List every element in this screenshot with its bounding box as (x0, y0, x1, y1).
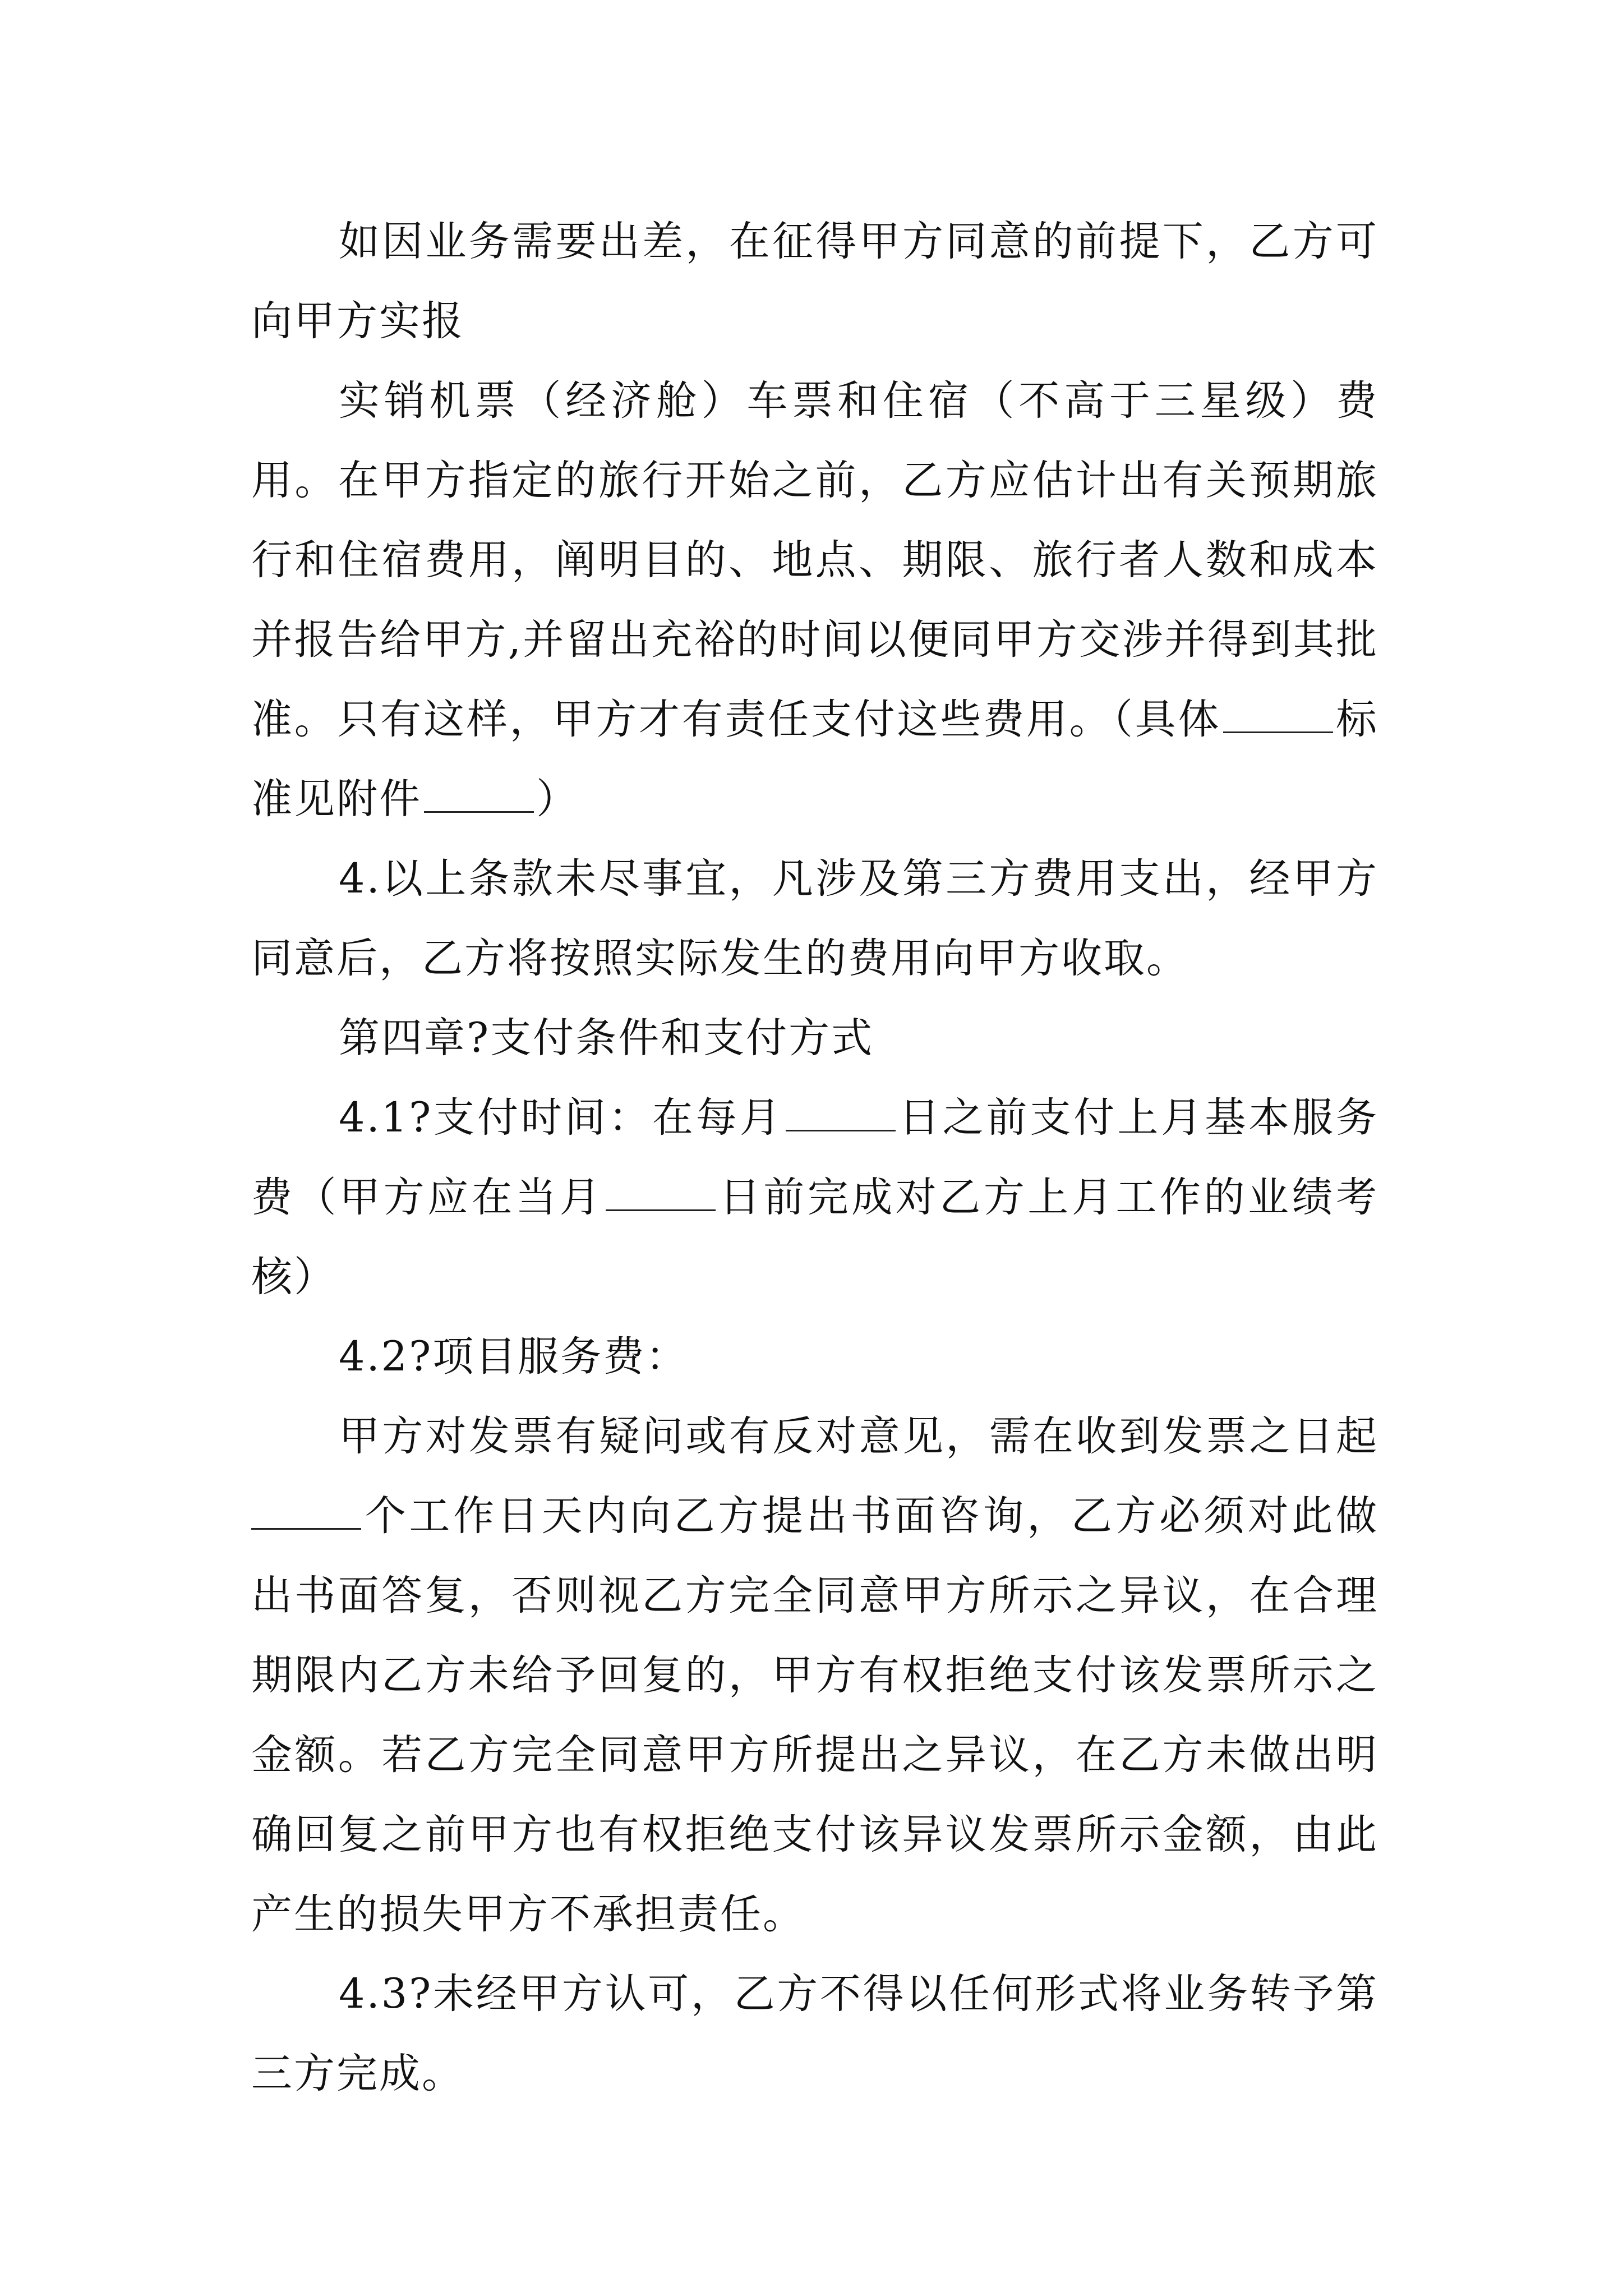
paragraph-text: ） (536, 775, 579, 823)
paragraph-text: 如因业务需要出差，在征得甲方同意的前提下，乙方可向甲方实报 (251, 218, 1378, 345)
fill-in-blank (251, 1494, 361, 1530)
fill-in-blank (606, 1176, 716, 1211)
paragraph-text: 个工作日天内向乙方提出书面咨询，乙方必须对此做出书面答复，否则视乙方完全同意甲方所示之异议，在合理期限内乙方未给予回复的，甲方有权拒绝支付该发票所示之金额。若乙方完全同意甲方所提出之异议，在乙方未做出明确回复之前甲方也有权拒绝支付该异议发票所示金额，由此产生的损失甲方不承担责任。 (251, 1492, 1378, 1938)
paragraph-business-travel (251, 202, 1378, 361)
paragraph-text: 4.2?项目服务费： (339, 1333, 689, 1381)
paragraph-clause-4-3 (251, 1954, 1378, 2114)
fill-in-blank (786, 1096, 896, 1131)
paragraph-text: 实销机票（经济舱）车票和住宿（不高于三星级）费用。在甲方指定的旅行开始之前，乙方应估计出有关预期旅行和住宿费用，阐明目的、地点、期限、旅行者人数和成本并报告给甲方,并留出充裕的时间以便同甲方交涉并得到其批准。只有这样，甲方才有责任支付这些费用。（具体 (251, 377, 1378, 743)
paragraph-text: 标准见附件 (251, 696, 1379, 823)
paragraph-text: 4.1?支付时间：在每月 (339, 1094, 783, 1142)
paragraph-clause-4-1 (251, 1078, 1378, 1317)
paragraph-clause-4-2 (251, 1317, 1378, 1397)
paragraph-text: 日之前支付上月基本服务费（甲方应在当月 (251, 1094, 1379, 1221)
paragraph-text: 4.3?未经甲方认可，乙方不得以任何形式将业务转予第三方完成。 (251, 1970, 1378, 2097)
heading-text: 第四章?支付条件和支付方式 (339, 1014, 874, 1062)
document-body (251, 202, 1378, 2114)
paragraph-clause-4 (251, 839, 1378, 999)
paragraph-text: 甲方对发票有疑问或有反对意见，需在收到发票之日起 (339, 1412, 1378, 1460)
paragraph-text: 日前完成对乙方上月工作的业绩考核） (251, 1174, 1379, 1301)
chapter-heading (251, 999, 1378, 1078)
paragraph-text: 4.以上条款未尽事宜，凡涉及第三方费用支出，经甲方同意后，乙方将按照实际发生的费用向甲方收取。 (251, 855, 1378, 982)
fill-in-blank (1223, 698, 1333, 733)
paragraph-invoice-dispute (251, 1397, 1378, 1954)
paragraph-travel-expenses (251, 361, 1378, 839)
fill-in-blank (424, 777, 534, 813)
